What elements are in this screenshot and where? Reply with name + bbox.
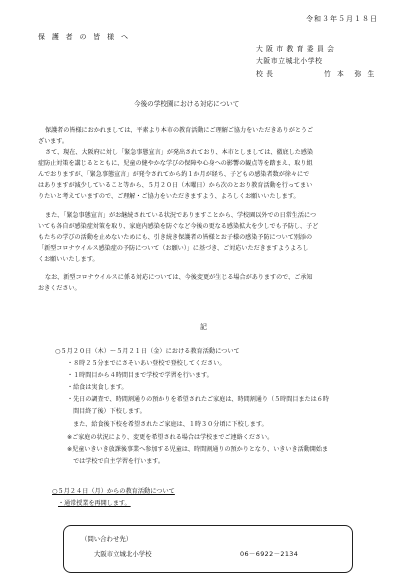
intro-line: ざいます。: [38, 138, 68, 145]
contact-label: （問い合わせ先）: [81, 535, 133, 543]
issue-date: 令和３年５月１８日: [306, 15, 378, 23]
recipient: 保 護 者 の 皆 様 へ: [38, 33, 131, 41]
principal-title: 校 長: [256, 70, 274, 78]
intro-line: なお、新型コロナウイルスに係る対応については、今後変更が生じる場合がありますので、ご承知: [45, 274, 313, 281]
intro-line: んでおりますが、「緊急事態宣言」が発令されてから約１か月が経ち、子どもの感染者数が徐々にで: [38, 171, 310, 178]
document-title: 今後の学校園における対応について: [134, 100, 240, 108]
intro-line: もたちの学びの活動を止めないためにも、引き続き保護者の皆様とお子様の感染予防について別添の: [38, 234, 313, 241]
section1-item: では学校で自主学習を行います。: [67, 458, 165, 465]
section1-item: ・８時２５分までにさそいあい登校で登校してください。: [67, 360, 226, 367]
section1-item: ・給食は実食します。: [67, 384, 128, 391]
intro-line: 症防止対策を講じるとともに、児童の健やかな学びの保障や心身への影響の観点等を踏まえ、取り組: [38, 160, 313, 167]
section1-title: ○５月２０日（木）～５月２１日（金）における教育活動について: [55, 348, 240, 355]
ki-heading: 記: [200, 323, 207, 331]
sender-school: 大阪市立城北小学校: [256, 57, 323, 65]
intro-line: さて、現在、大阪府に対し「緊急事態宣言」が発出されており、本市としましては、徹底した感染: [45, 149, 314, 156]
contact-school: 大阪市立城北小学校: [94, 550, 152, 558]
intro-line: 保護者の皆様におかれましては、平素より本市の教育活動にご理解ご協力をいただきありがとうご: [45, 127, 314, 134]
sender-board: 大 阪 市 教 育 委 員 会: [256, 45, 335, 53]
section2-item: ・通常授業を再開します。: [58, 500, 131, 507]
section1-item: ※児童いきいき放課後事業へ参加する児童は、時間割通りの預かりとなり、いきいき活動開始ま: [67, 446, 329, 453]
section2-title: ○５月２４日（月）からの教育活動について: [52, 488, 175, 495]
contact-phone: 06－6922－2134: [240, 550, 299, 558]
section1-item: ※ご家庭の状況により、変更を希望される場合は学校までご連絡ください。: [67, 434, 274, 441]
intro-line: おきください。: [38, 285, 81, 292]
section1-item: ・先日の調査で、時間割通りの預かりを希望されたご家庭は、時間割通り（５時間目または６時: [67, 396, 329, 403]
contact-box: [63, 525, 353, 573]
intro-line: りたいと考えていますので、ご理解・ご協力をいただきますよう、よろしくお願いいたします。: [38, 193, 300, 200]
intro-line: いても各自が感染症対策を取り、家庭内感染を防ぐなど今後の更なる感染拡大を少しでも予防し、子ど: [38, 223, 319, 230]
intro-line: 「新型コロナウイルス感染症の予防について（お願い）」に基づき、ご対応いただきますようよろし: [38, 245, 309, 252]
intro-line: はありますが減少していること等から、５月２０日（木曜日）から次のとおり教育活動を行ってまい: [38, 182, 313, 189]
intro-line: また、「緊急事態宣言」がお継続されている状況でありますことから、学校園以外での日常生活につ: [45, 212, 317, 219]
section1-item: また、給食後下校を希望されたご家庭は、１時３０分頃に下校します。: [67, 421, 268, 428]
section1-item: ・１時間目から４時間目まで学校で学習を行います。: [67, 372, 213, 379]
intro-line: くお願いいたします。: [38, 256, 99, 263]
principal-name: 竹 本 弥 生: [324, 70, 377, 78]
section1-item: 間目終了後）下校します。: [67, 408, 146, 415]
